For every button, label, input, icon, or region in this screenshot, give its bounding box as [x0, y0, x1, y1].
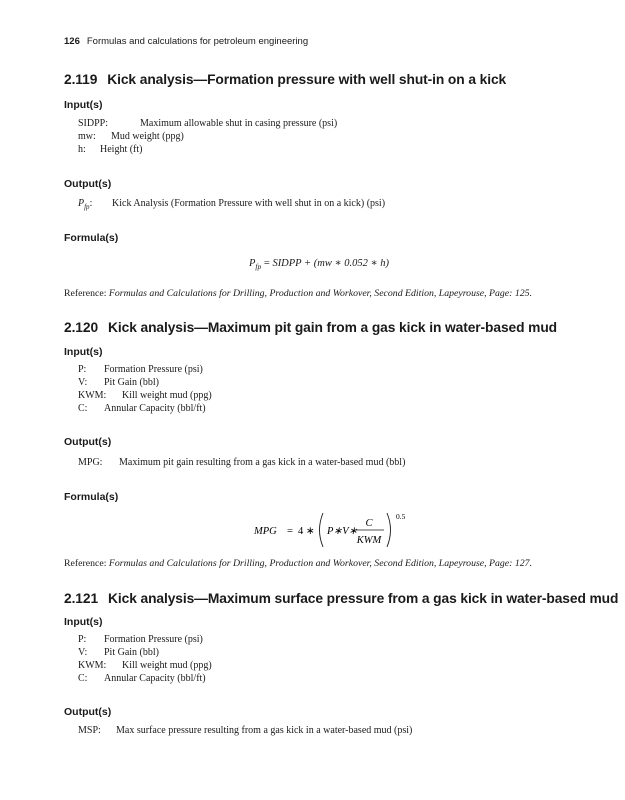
input-desc: Pit Gain (bbl) [104, 647, 159, 658]
formula-equals: = [287, 526, 293, 537]
formula-exponent: 0.5 [396, 512, 406, 521]
input-key: C: [78, 673, 88, 684]
formula-equals: = [263, 258, 270, 269]
output-item [78, 198, 385, 211]
formula-right-paren [387, 513, 391, 547]
input-item [78, 118, 337, 129]
formula-inner: P∗V∗ [327, 526, 358, 537]
input-item [78, 131, 184, 142]
section-heading: Kick analysis—Maximum pit gain from a gas kick in water-based mud [108, 320, 557, 335]
section-number: 2.119 [64, 72, 98, 87]
input-desc: Height (ft) [100, 144, 143, 155]
formula-coefficient: 4 ∗ [298, 526, 315, 537]
input-desc: Mud weight (ppg) [111, 131, 184, 142]
running-header [64, 36, 308, 47]
input-key: P: [78, 364, 87, 375]
input-desc: Kill weight mud (ppg) [122, 660, 212, 671]
section-number: 2.120 [64, 320, 99, 335]
formula-denominator: KWM [356, 535, 382, 546]
inputs-heading: Input(s) [64, 99, 103, 111]
formula-lhs-subscript: fp [255, 262, 262, 272]
formula-120 [252, 505, 432, 555]
input-key: V: [78, 377, 88, 388]
input-item [78, 364, 203, 375]
input-key: V: [78, 647, 88, 658]
input-item [78, 377, 159, 388]
section-title [64, 72, 506, 87]
output-item [78, 725, 412, 736]
outputs-heading: Output(s) [64, 436, 112, 448]
outputs-heading: Output(s) [64, 178, 112, 190]
page-number: 126 [64, 36, 80, 47]
output-key: P [78, 198, 85, 209]
input-key: KWM: [78, 390, 107, 401]
section-number: 2.121 [64, 591, 99, 606]
formula-rhs: SIDPP + (mw ∗ 0.052 ∗ h) [272, 258, 389, 269]
output-key: MPG: [78, 457, 103, 468]
output-key: MSP: [78, 725, 101, 736]
input-item [78, 647, 159, 658]
output-desc: Maximum pit gain resulting from a gas kick in a water-based mud (bbl) [119, 457, 406, 468]
formula-120-graphic [252, 505, 432, 555]
input-item [78, 673, 206, 684]
inputs-heading: Input(s) [64, 346, 103, 358]
input-desc: Formation Pressure (psi) [104, 364, 203, 375]
formula-numerator: C [365, 518, 373, 529]
formula-left-paren [320, 513, 324, 547]
reference-text: Formulas and Calculations for Drilling, Production and Workover, Second Edition, Lapeyrouse, Page: 125. [108, 288, 533, 299]
section-title [64, 320, 557, 335]
formula-heading: Formula(s) [64, 491, 119, 503]
input-desc: Maximum allowable shut in casing pressure (psi) [140, 118, 338, 129]
input-desc: Annular Capacity (bbl/ft) [104, 403, 206, 414]
input-desc: Annular Capacity (bbl/ft) [104, 673, 206, 684]
reference [64, 288, 532, 299]
section-title [64, 591, 618, 606]
input-key: SIDPP: [78, 118, 109, 129]
input-item [78, 144, 143, 155]
input-key: mw: [78, 131, 96, 142]
input-desc: Kill weight mud (ppg) [122, 390, 212, 401]
input-item [78, 403, 206, 414]
input-desc: Pit Gain (bbl) [104, 377, 159, 388]
section-heading: Kick analysis—Formation pressure with well shut-in on a kick [107, 72, 507, 87]
input-key: P: [78, 634, 87, 645]
input-item [78, 660, 212, 671]
input-key: h: [78, 144, 86, 155]
section-heading: Kick analysis—Maximum surface pressure from a gas kick in water-based mud [108, 591, 619, 606]
formula-lhs: MPG [254, 526, 277, 537]
running-title: Formulas and calculations for petroleum engineering [86, 36, 309, 47]
output-key-colon: : [89, 198, 93, 209]
input-item [78, 634, 203, 645]
output-key-subscript: fp [84, 203, 90, 211]
output-desc: Max surface pressure resulting from a gas kick in a water-based mud (psi) [116, 725, 413, 736]
output-desc: Kick Analysis (Formation Pressure with well shut in on a kick) (psi) [112, 198, 386, 209]
formula-heading: Formula(s) [64, 232, 119, 244]
formula-119 [249, 257, 389, 271]
outputs-heading: Output(s) [64, 706, 112, 718]
input-item [78, 390, 212, 401]
reference-text: Formulas and Calculations for Drilling, Production and Workover, Second Edition, Lapeyrouse, Page: 127. [108, 558, 533, 569]
reference [64, 558, 532, 569]
input-key: KWM: [78, 660, 107, 671]
reference-label: Reference: [64, 558, 107, 569]
reference-label: Reference: [64, 288, 107, 299]
inputs-heading: Input(s) [64, 616, 103, 628]
input-key: C: [78, 403, 88, 414]
output-item [78, 457, 405, 468]
input-desc: Formation Pressure (psi) [104, 634, 203, 645]
formula-lhs: P [249, 258, 256, 269]
